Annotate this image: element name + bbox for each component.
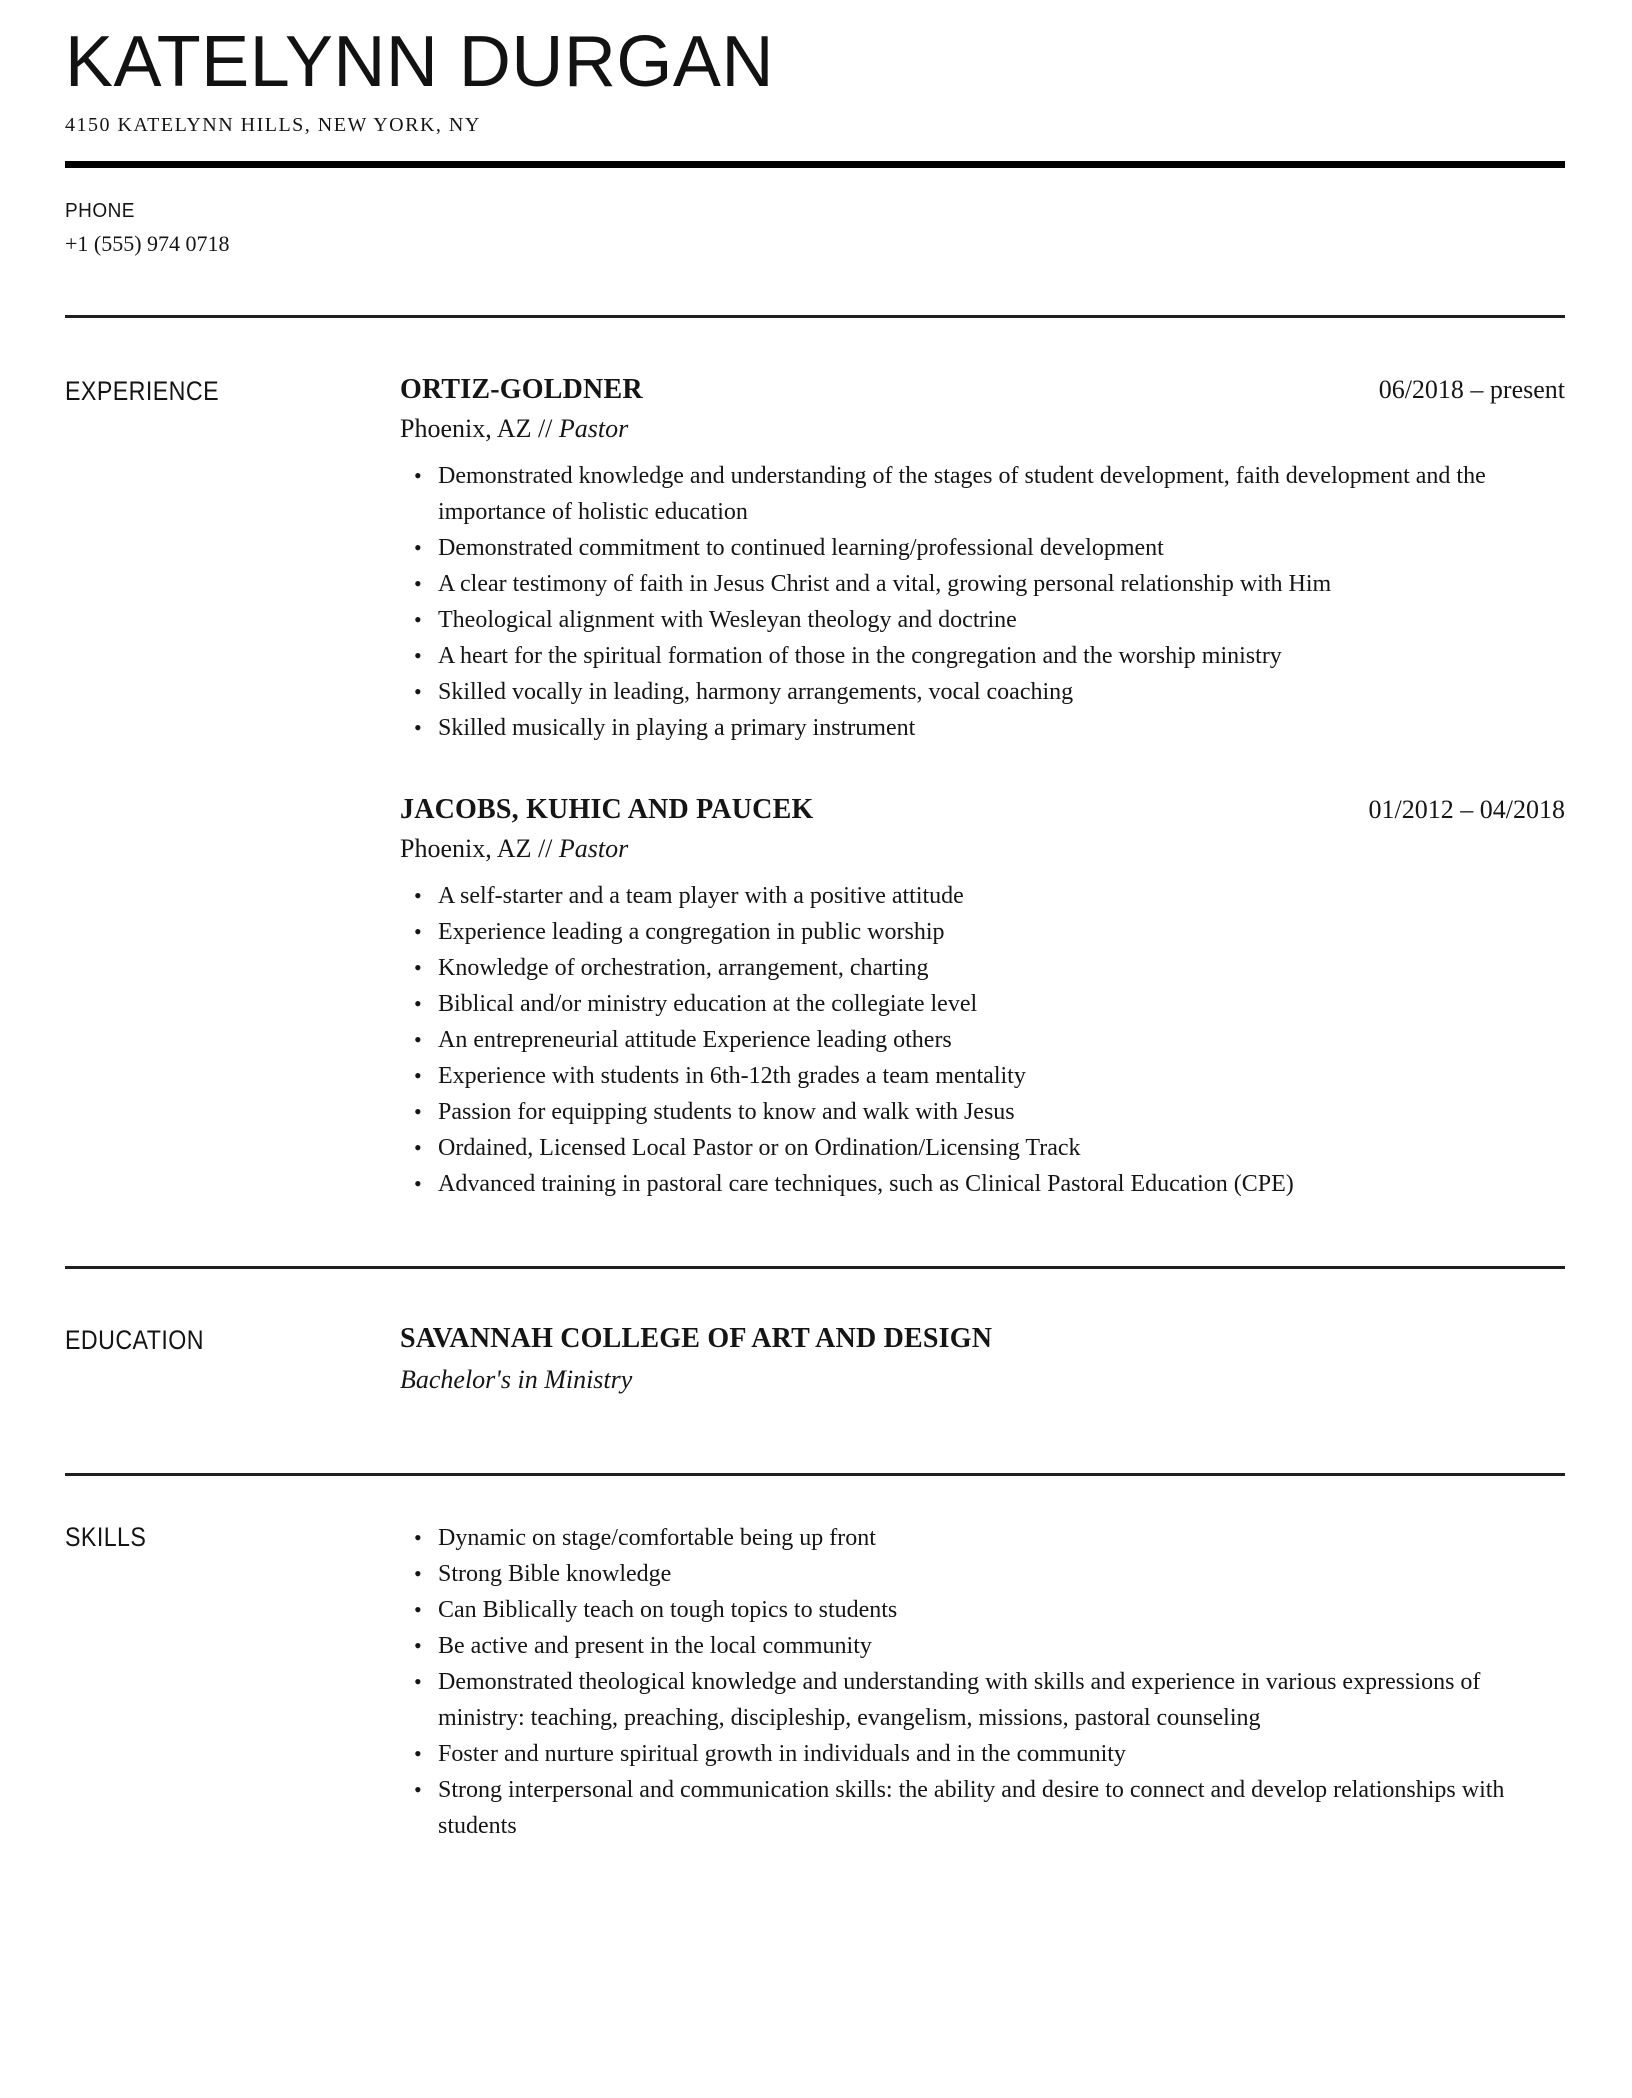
job-separator: // <box>537 414 553 443</box>
contact-section <box>65 200 1565 257</box>
job-separator: // <box>537 834 553 863</box>
job-location: Phoenix, AZ <box>400 414 532 443</box>
job-header <box>400 794 1565 826</box>
job-subtitle <box>400 834 1565 864</box>
job-subtitle <box>400 414 1565 444</box>
bullet-item: • Demonstrated knowledge and understanding of the stages of student development, faith development and the importance of holistic education <box>438 458 1565 530</box>
bullet-item: • An entrepreneurial attitude Experience leading others <box>438 1022 1565 1058</box>
bullet-item: • Experience leading a congregation in public worship <box>438 914 1565 950</box>
bullet-item: • Experience with students in 6th-12th grades a team mentality <box>438 1058 1565 1094</box>
skills-content <box>400 1520 1565 1844</box>
bullet-item: • Theological alignment with Wesleyan theology and doctrine <box>438 602 1565 638</box>
job-dates: 01/2012 – 04/2018 <box>1368 795 1565 824</box>
job-bullet-list <box>400 878 1565 1202</box>
company-name: JACOBS, KUHIC AND PAUCEK <box>400 794 814 825</box>
bullet-item: • Foster and nurture spiritual growth in individuals and in the community <box>438 1736 1565 1772</box>
bullet-item: • Strong Bible knowledge <box>438 1556 1565 1592</box>
phone-label: PHONE <box>65 200 135 222</box>
job-bullet-list <box>400 458 1565 746</box>
education-content <box>400 1323 1565 1395</box>
person-name: KATELYNN DURGAN <box>65 22 774 102</box>
education-heading: EDUCATION <box>65 1325 204 1355</box>
bullet-item: • A self-starter and a team player with a positive attitude <box>438 878 1565 914</box>
job-location: Phoenix, AZ <box>400 834 532 863</box>
experience-section <box>65 318 1565 1202</box>
bullet-item: • A heart for the spiritual formation of those in the congregation and the worship ministry <box>438 638 1565 674</box>
person-address: 4150 KATELYNN HILLS, NEW YORK, NY <box>65 114 481 136</box>
bullet-item: • Advanced training in pastoral care techniques, such as Clinical Pastoral Education (CPE) <box>438 1166 1565 1202</box>
bullet-item: • Can Biblically teach on tough topics to students <box>438 1592 1565 1628</box>
experience-content <box>400 374 1565 1202</box>
skills-heading: SKILLS <box>65 1522 147 1552</box>
education-section <box>65 1269 1565 1395</box>
bullet-item: • Knowledge of orchestration, arrangement, charting <box>438 950 1565 986</box>
bullet-item: • Ordained, Licensed Local Pastor or on Ordination/Licensing Track <box>438 1130 1565 1166</box>
header-divider <box>65 161 1565 168</box>
degree-name: Bachelor's in Ministry <box>400 1365 633 1394</box>
bullet-item: • Skilled musically in playing a primary instrument <box>438 710 1565 746</box>
job-role: Pastor <box>558 414 629 443</box>
job-role: Pastor <box>558 834 629 863</box>
job-header <box>400 374 1565 406</box>
skills-section <box>65 1476 1565 1844</box>
job-entry <box>400 374 1565 746</box>
bullet-item: • Demonstrated commitment to continued learning/professional development <box>438 530 1565 566</box>
job-dates: 06/2018 – present <box>1378 375 1565 404</box>
resume-header <box>65 22 1565 137</box>
bullet-item: • Biblical and/or ministry education at the collegiate level <box>438 986 1565 1022</box>
phone-value: +1 (555) 974 0718 <box>65 231 230 256</box>
job-entry <box>400 794 1565 1202</box>
company-name: ORTIZ-GOLDNER <box>400 374 643 405</box>
bullet-item: • Passion for equipping students to know and walk with Jesus <box>438 1094 1565 1130</box>
bullet-item: • Dynamic on stage/comfortable being up front <box>438 1520 1565 1556</box>
skills-bullet-list <box>400 1520 1565 1844</box>
experience-heading: EXPERIENCE <box>65 376 219 406</box>
bullet-item: • A clear testimony of faith in Jesus Christ and a vital, growing personal relationship with Him <box>438 566 1565 602</box>
bullet-item: • Be active and present in the local community <box>438 1628 1565 1664</box>
bullet-item: • Demonstrated theological knowledge and understanding with skills and experience in various expressions of ministry: teaching, preaching, discipleship, evangelism, missions, pastoral counseling <box>438 1664 1565 1736</box>
school-name: SAVANNAH COLLEGE OF ART AND DESIGN <box>400 1323 993 1354</box>
bullet-item: • Skilled vocally in leading, harmony arrangements, vocal coaching <box>438 674 1565 710</box>
bullet-item: • Strong interpersonal and communication skills: the ability and desire to connect and develop relationships with students <box>438 1772 1565 1844</box>
